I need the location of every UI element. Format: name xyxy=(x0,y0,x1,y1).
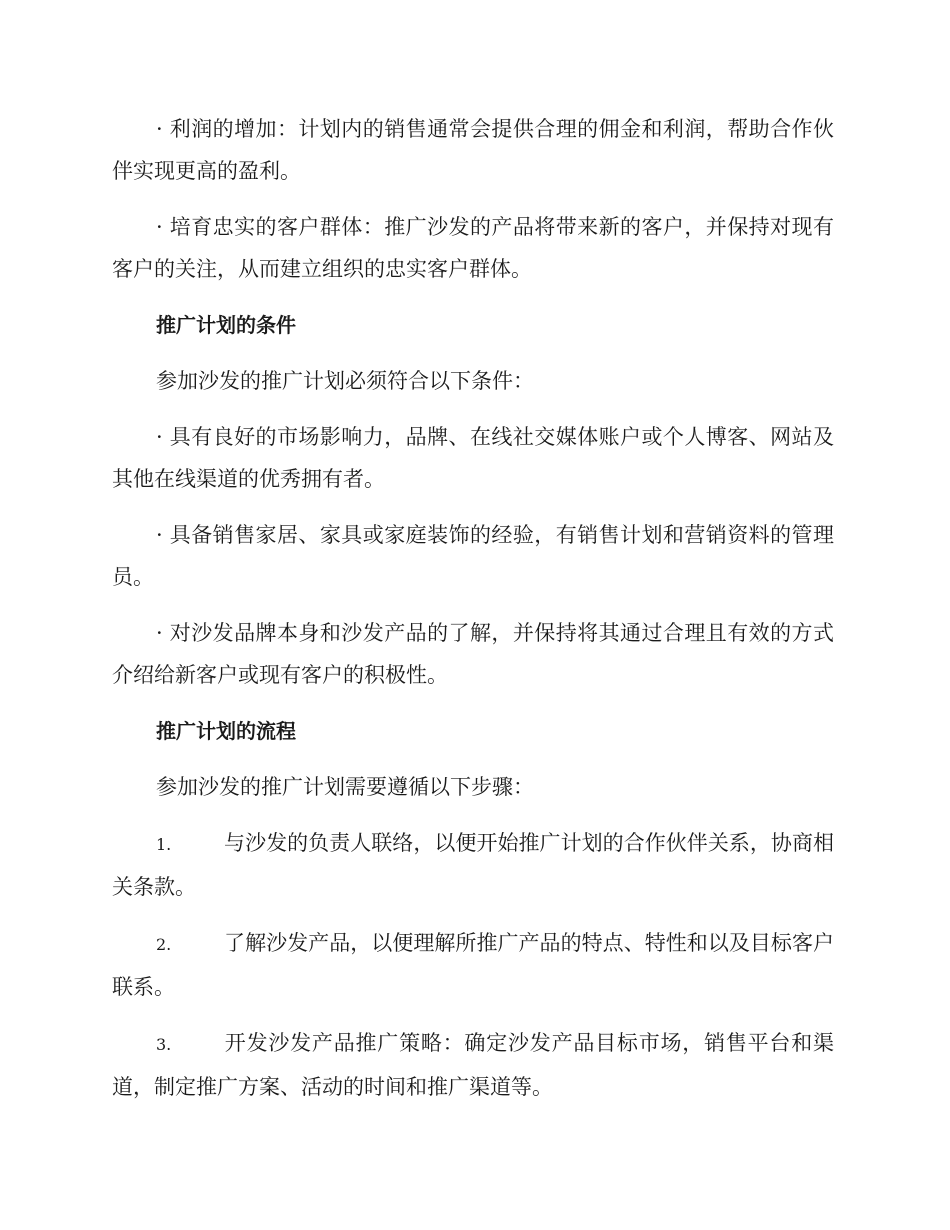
process-intro: 参加沙发的推广计划需要遵循以下步骤： xyxy=(156,775,534,799)
step-item-2 xyxy=(112,922,834,1008)
bullet-loyal-customers: · 培育忠实的客户群体：推广沙发的产品将带来新的客户，并保持对现有客户的关注，从而建立组织的忠实客户群体。 xyxy=(112,215,834,281)
step-number: 2. xyxy=(156,935,172,954)
condition-market-influence: · 具有良好的市场影响力，品牌、在线社交媒体账户或个人博客、网站及其他在线渠道的优秀拥有者。 xyxy=(112,425,834,491)
step-item-1 xyxy=(112,822,834,908)
step-text: 开发沙发产品推广策略：确定沙发产品目标市场，销售平台和渠道，制定推广方案、活动的时间和推广渠道等。 xyxy=(112,1031,834,1099)
condition-product-knowledge: · 对沙发品牌本身和沙发产品的了解，并保持将其通过合理且有效的方式介绍给新客户或现有客户的积极性。 xyxy=(112,621,834,687)
step-item-3 xyxy=(112,1022,834,1108)
step-number: 3. xyxy=(156,1035,172,1054)
conditions-intro: 参加沙发的推广计划必须符合以下条件： xyxy=(156,369,534,393)
step-number: 1. xyxy=(156,835,172,854)
condition-sales-experience: · 具备销售家居、家具或家庭装饰的经验，有销售计划和营销资料的管理员。 xyxy=(112,523,834,589)
step-text: 与沙发的负责人联络，以便开始推广计划的合作伙伴关系，协商相关条款。 xyxy=(112,831,834,899)
step-text: 了解沙发产品，以便理解所推广产品的特点、特性和以及目标客户联系。 xyxy=(112,931,834,999)
bullet-profit-increase: · 利润的增加：计划内的销售通常会提供合理的佣金和利润，帮助合作伙伴实现更高的盈利。 xyxy=(112,117,834,183)
document-body xyxy=(112,108,834,1122)
section-heading-process: 推广计划的流程 xyxy=(156,719,296,743)
section-heading-conditions: 推广计划的条件 xyxy=(156,313,296,337)
